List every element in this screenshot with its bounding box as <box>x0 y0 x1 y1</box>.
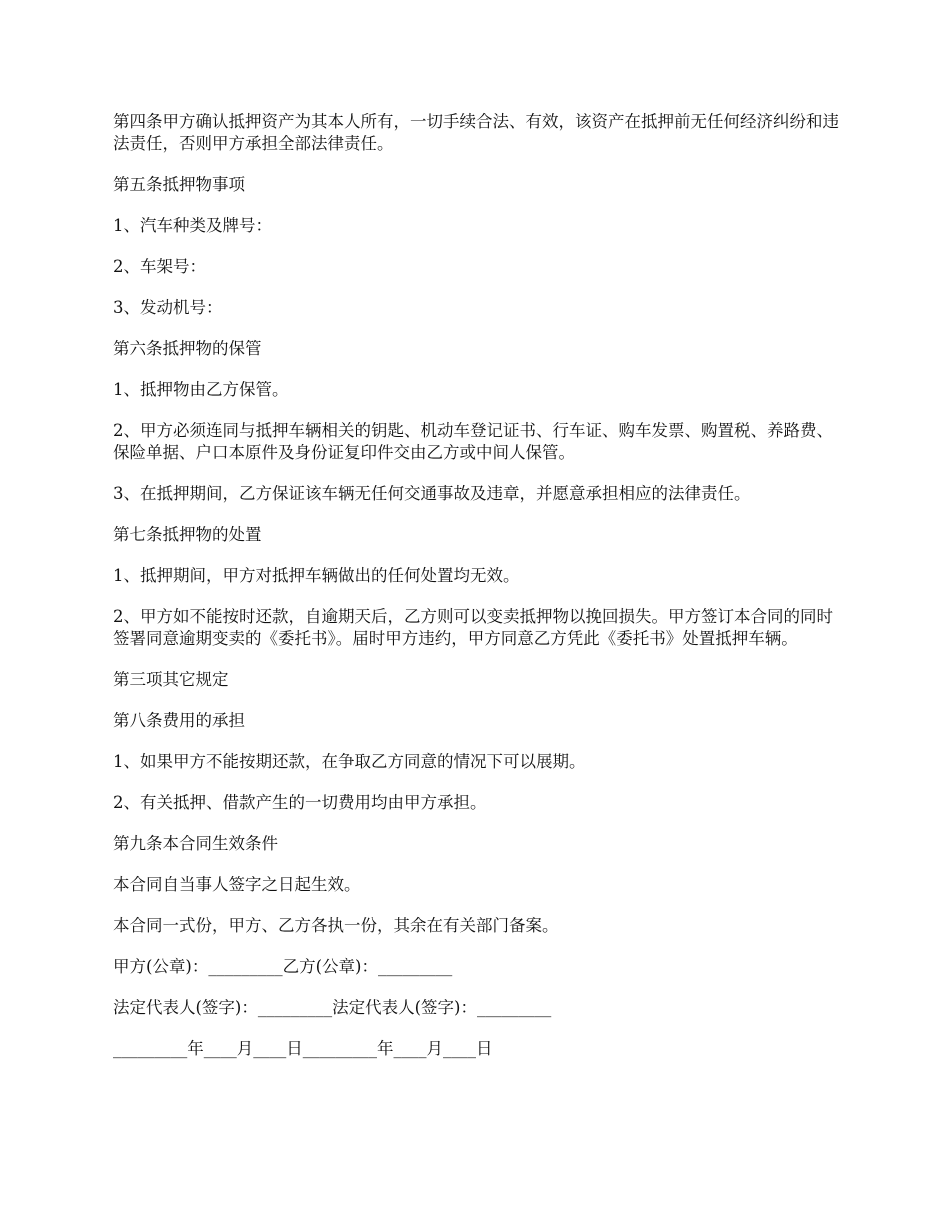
clause-6-item-1: 1、抵押物由乙方保管。 <box>113 380 289 399</box>
date-line: _________年____月____日_________年____月____日 <box>113 1039 493 1058</box>
effective-text: 本合同自当事人签字之日起生效。 <box>113 875 361 894</box>
clause-8-item-1: 1、如果甲方不能按期还款，在争取乙方同意的情况下可以展期。 <box>113 752 586 771</box>
clause-5-item-3: 3、发动机号： <box>113 298 223 317</box>
clause-8-heading: 第八条费用的承担 <box>113 711 245 730</box>
clause-7-heading: 第七条抵押物的处置 <box>113 525 262 544</box>
signature-line: 法定代表人(签字)：_________法定代表人(签字)：_________ <box>113 998 552 1017</box>
clause-5-item-1: 1、汽车种类及牌号： <box>113 216 272 235</box>
clause-5-item-2: 2、车架号： <box>113 257 206 276</box>
clause-6-heading: 第六条抵押物的保管 <box>113 339 262 358</box>
section-3-heading: 第三项其它规定 <box>113 670 229 689</box>
seal-line: 甲方(公章)：_________乙方(公章)：_________ <box>113 957 453 976</box>
clause-8-item-2: 2、有关抵押、借款产生的一切费用均由甲方承担。 <box>113 793 487 812</box>
clause-6-item-3: 3、在抵押期间，乙方保证该车辆无任何交通事故及违章，并愿意承担相应的法律责任。 <box>113 484 751 503</box>
clause-7-item-2: 2、甲方如不能按时还款，自逾期天后，乙方则可以变卖抵押物以挽回损失。甲方签订本合同的同时签署同意逾期变卖的《委托书》。届时甲方违约，甲方同意乙方凭此《委托书》处置抵押车辆。 <box>113 607 833 648</box>
copies-text: 本合同一式份，甲方、乙方各执一份，其余在有关部门备案。 <box>113 916 559 935</box>
clause-9-heading: 第九条本合同生效条件 <box>113 834 278 853</box>
clause-6-item-2: 2、甲方必须连同与抵押车辆相关的钥匙、机动车登记证书、行车证、购车发票、购置税、养路费、保险单据、户口本原件及身份证复印件交由乙方或中间人保管。 <box>113 421 833 462</box>
document-body <box>113 111 848 1079</box>
clause-7-item-1: 1、抵押期间，甲方对抵押车辆做出的任何处置均无效。 <box>113 566 520 585</box>
clause-5-heading: 第五条抵押物事项 <box>113 175 245 194</box>
clause-4-text: 第四条甲方确认抵押资产为其本人所有，一切手续合法、有效，该资产在抵押前无任何经济纠纷和违法责任，否则甲方承担全部法律责任。 <box>113 112 839 153</box>
